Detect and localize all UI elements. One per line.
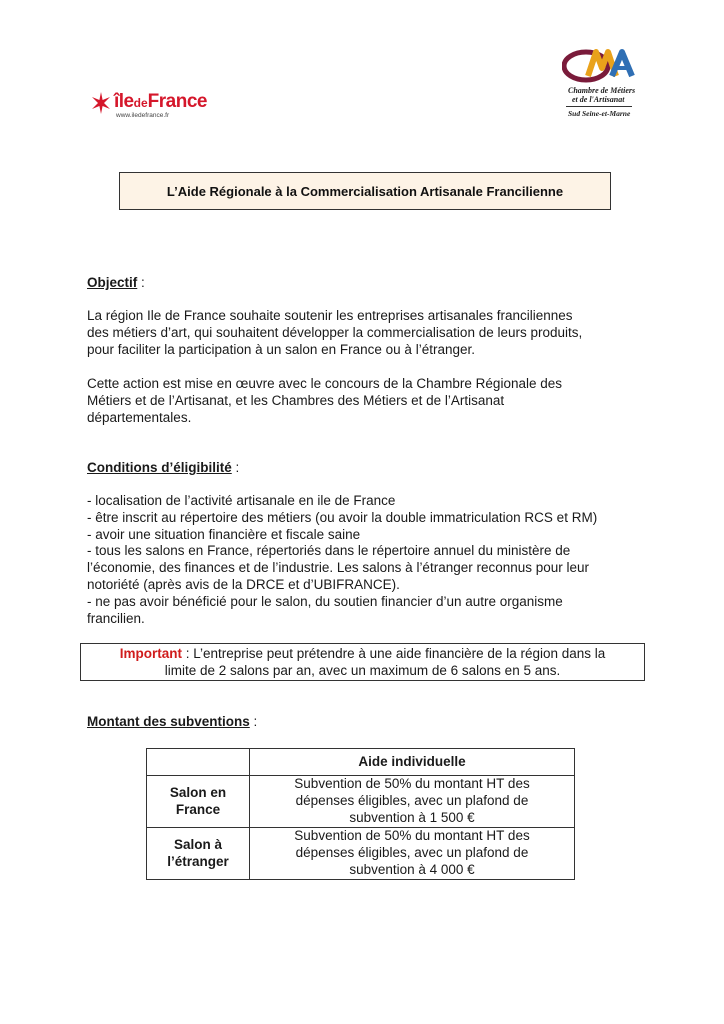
- cma-logo-line2: et de l'Artisanat: [572, 95, 625, 104]
- objectif-heading-suffix: :: [137, 275, 145, 290]
- conditions-heading-text: Conditions d’éligibilité: [87, 460, 232, 475]
- condition-line: - ne pas avoir bénéficié pour le salon, du soutien financier d’un autre organisme: [87, 593, 563, 609]
- table-row: [147, 828, 575, 880]
- cell-line: dépenses éligibles, avec un plafond de: [295, 845, 529, 861]
- star-icon: [90, 92, 112, 114]
- subventions-table: [146, 748, 575, 880]
- conditions-heading-suffix: :: [231, 460, 240, 475]
- conditions-heading: [87, 460, 239, 475]
- important-notice-box: [80, 643, 645, 681]
- table-header-empty: [147, 749, 250, 776]
- condition-line: - localisation de l’activité artisanale en ile de France: [87, 493, 396, 508]
- montant-heading: [87, 714, 257, 729]
- table-row-value: [250, 828, 575, 880]
- cma-logo-divider: [566, 106, 632, 107]
- condition-line: notoriété (après avis de la DRCE et d’UBIFRANCE).: [87, 576, 400, 592]
- cell-line: France: [175, 801, 221, 817]
- cell-line: Subvention de 50% du montant HT des: [294, 828, 530, 844]
- text-line: Cette action est mise en œuvre avec le concours de la Chambre Régionale des: [87, 376, 562, 391]
- cma-emblem-icon: [562, 46, 636, 84]
- table-header-row: [147, 749, 575, 776]
- cell-line: dépenses éligibles, avec un plafond de: [295, 793, 529, 809]
- objectif-heading: [87, 275, 145, 290]
- important-line-1: [81, 646, 644, 663]
- cell-line: Salon à: [173, 836, 222, 852]
- table-row: [147, 776, 575, 828]
- document-title: L’Aide Régionale à la Commercialisation Artisanale Francilienne: [166, 183, 564, 199]
- table-row-label: [147, 776, 250, 828]
- montant-heading-suffix: :: [249, 714, 258, 729]
- table-header-aide: Aide individuelle: [250, 749, 575, 776]
- iledefrance-logo: [90, 90, 230, 122]
- cell-line: subvention à 1 500 €: [349, 809, 475, 825]
- montant-heading-text: Montant des subventions: [87, 714, 250, 729]
- cma-logo: [558, 46, 638, 122]
- document-title-box: [119, 172, 611, 210]
- idf-logo-text: îledeFrance: [114, 91, 207, 112]
- table-row-value: [250, 776, 575, 828]
- objectif-paragraph-1: [87, 308, 647, 358]
- idf-logo-url: www.iledefrance.fr: [116, 112, 170, 119]
- condition-line: l’économie, des finances et de l’industrie. Les salons à l’étranger reconnus pour leur: [87, 560, 590, 576]
- cell-line: Subvention de 50% du montant HT des: [294, 776, 530, 792]
- conditions-list: [87, 493, 647, 627]
- condition-line: - avoir une situation financière et fiscale saine: [87, 526, 361, 542]
- condition-line: - tous les salons en France, répertoriés dans le répertoire annuel du ministère de: [87, 543, 571, 559]
- cma-logo-line1: Chambre de Métiers: [568, 86, 636, 95]
- text-line: pour faciliter la participation à un salon en France ou à l’étranger.: [87, 341, 475, 357]
- table-row-label: [147, 828, 250, 880]
- objectif-heading-text: Objectif: [87, 275, 138, 290]
- important-label: Important: [119, 646, 182, 661]
- important-text-1: : L’entreprise peut prétendre à une aide financière de la région dans la: [181, 646, 606, 661]
- condition-line: francilien.: [87, 610, 145, 626]
- cell-line: subvention à 4 000 €: [349, 861, 475, 877]
- cell-line: Salon en: [169, 784, 227, 800]
- text-line: Métiers et de l’Artisanat, et les Chambres des Métiers et de l’Artisanat: [87, 392, 505, 408]
- text-line: des métiers d’art, qui souhaitent développer la commercialisation de leurs produits,: [87, 324, 583, 340]
- objectif-paragraph-2: [87, 376, 647, 426]
- important-line-2: limite de 2 salons par an, avec un maximum de 6 salons en 5 ans.: [164, 662, 561, 678]
- condition-line: - être inscrit au répertoire des métiers (ou avoir la double immatriculation RCS et RM): [87, 509, 598, 525]
- text-line: La région Ile de France souhaite soutenir les entreprises artisanales franciliennes: [87, 308, 573, 323]
- text-line: départementales.: [87, 409, 192, 425]
- cell-line: l’étranger: [167, 853, 229, 869]
- cma-logo-line3: Sud Seine-et-Marne: [568, 109, 631, 118]
